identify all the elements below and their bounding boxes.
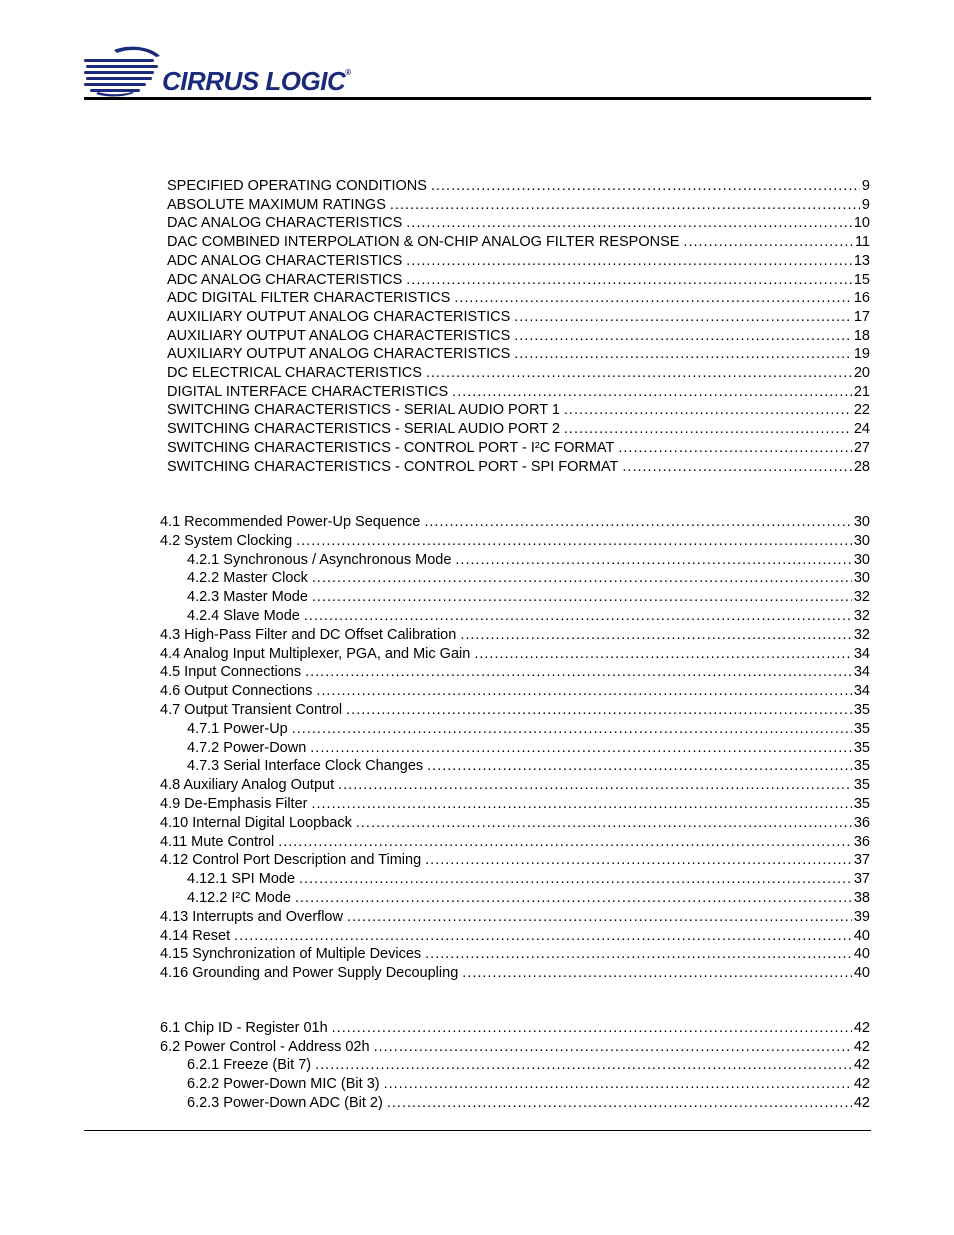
toc-entry[interactable] bbox=[167, 289, 870, 308]
toc-dot-leader bbox=[338, 776, 852, 794]
toc-entry-title: DAC ANALOG CHARACTERISTICS bbox=[167, 215, 403, 232]
toc-entry-title: 6.2.3 Power-Down ADC (Bit 2) bbox=[187, 1094, 383, 1111]
header-rule bbox=[84, 97, 871, 100]
toc-dot-leader bbox=[295, 889, 852, 907]
toc-entry[interactable] bbox=[160, 1019, 870, 1038]
toc-entry[interactable] bbox=[187, 551, 870, 570]
toc-entry-title: 6.2.1 Freeze (Bit 7) bbox=[187, 1057, 312, 1074]
toc-dot-leader bbox=[356, 814, 852, 832]
toc-entry-title: SWITCHING CHARACTERISTICS - SERIAL AUDIO PORT 1 bbox=[167, 402, 560, 419]
toc-dot-leader bbox=[292, 720, 852, 738]
toc-entry-title: 4.8 Auxiliary Analog Output bbox=[160, 777, 335, 794]
toc-entry-title: ADC ANALOG CHARACTERISTICS bbox=[167, 271, 403, 288]
toc-entry[interactable] bbox=[167, 364, 870, 383]
toc-entry-page: 38 bbox=[853, 890, 870, 906]
toc-entry-title: 4.13 Interrupts and Overflow bbox=[160, 908, 343, 925]
toc-entry[interactable] bbox=[187, 720, 870, 739]
toc-entry[interactable] bbox=[187, 870, 870, 889]
toc-entry-title: 4.11 Mute Control bbox=[160, 833, 275, 850]
toc-dot-leader bbox=[406, 271, 852, 289]
toc-dot-leader bbox=[406, 252, 852, 270]
toc-entry[interactable] bbox=[160, 513, 870, 532]
toc-entry-title: DC ELECTRICAL CHARACTERISTICS bbox=[167, 365, 422, 381]
toc-entry[interactable] bbox=[160, 795, 870, 814]
toc-entry-title: 4.5 Input Connections bbox=[160, 664, 302, 681]
toc-dot-leader bbox=[452, 383, 852, 401]
toc-entry-page: 35 bbox=[853, 796, 870, 812]
toc-dot-leader bbox=[316, 682, 852, 700]
toc-entry-page: 42 bbox=[853, 1020, 870, 1036]
toc-dot-leader bbox=[305, 663, 852, 681]
toc-entry[interactable] bbox=[167, 327, 870, 346]
toc-entry[interactable] bbox=[167, 214, 870, 233]
toc-entry-page: 13 bbox=[853, 252, 870, 269]
toc-entry-page: 32 bbox=[853, 608, 870, 624]
toc-entry-title: 4.3 High-Pass Filter and DC Offset Calibration bbox=[160, 626, 457, 643]
toc-entry[interactable] bbox=[167, 308, 870, 327]
toc-entry[interactable] bbox=[187, 1056, 870, 1075]
toc-entry-page: 28 bbox=[853, 458, 870, 475]
toc-entry-title: 4.16 Grounding and Power Supply Decoupling bbox=[160, 965, 459, 982]
toc-entry-page: 30 bbox=[853, 570, 870, 587]
footer-rule bbox=[84, 1130, 871, 1131]
toc-entry[interactable] bbox=[187, 1094, 870, 1113]
toc-dot-leader bbox=[455, 551, 851, 569]
toc-dot-leader bbox=[234, 927, 852, 945]
toc-entry-page: 37 bbox=[853, 852, 870, 869]
toc-dot-leader bbox=[311, 795, 851, 813]
toc-entry-title: AUXILIARY OUTPUT ANALOG CHARACTERISTICS bbox=[167, 308, 511, 325]
toc-dot-leader bbox=[296, 532, 852, 550]
toc-dot-leader bbox=[474, 645, 852, 663]
toc-entry-title: AUXILIARY OUTPUT ANALOG CHARACTERISTICS bbox=[167, 327, 511, 344]
toc-dot-leader bbox=[427, 757, 852, 775]
toc-entry-page: 17 bbox=[853, 308, 870, 325]
toc-entry[interactable] bbox=[160, 1038, 870, 1057]
toc-entry-title: DIGITAL INTERFACE CHARACTERISTICS bbox=[167, 383, 449, 400]
toc-entry-page: 34 bbox=[853, 645, 870, 662]
toc-dot-leader bbox=[514, 327, 852, 345]
toc-entry[interactable] bbox=[160, 814, 870, 833]
toc-dot-leader bbox=[514, 308, 852, 326]
toc-entry[interactable] bbox=[167, 196, 870, 215]
toc-entry-title: 4.7.1 Power-Up bbox=[187, 720, 288, 737]
cirrus-logic-logo bbox=[84, 46, 354, 98]
toc-dot-leader bbox=[462, 964, 852, 982]
toc-entry[interactable] bbox=[160, 682, 870, 701]
toc-entry-page: 42 bbox=[853, 1038, 870, 1055]
toc-entry-page: 34 bbox=[853, 683, 870, 700]
toc-entry-title: 4.2.3 Master Mode bbox=[187, 589, 308, 606]
toc-entry[interactable] bbox=[160, 945, 870, 964]
toc-entry-title: 4.7.2 Power-Down bbox=[187, 739, 307, 756]
toc-entry-title: 4.1 Recommended Power-Up Sequence bbox=[160, 514, 421, 530]
toc-entry[interactable] bbox=[167, 383, 870, 402]
toc-entry-page: 11 bbox=[854, 234, 870, 251]
toc-entry-title: ADC DIGITAL FILTER CHARACTERISTICS bbox=[167, 290, 451, 307]
toc-entry-title: 4.4 Analog Input Multiplexer, PGA, and Mic Gain bbox=[160, 645, 471, 662]
toc-dot-leader bbox=[346, 701, 852, 719]
toc-entry[interactable] bbox=[160, 532, 870, 551]
toc-dot-leader bbox=[424, 513, 852, 531]
toc-dot-leader bbox=[390, 196, 860, 214]
toc-dot-leader bbox=[299, 870, 852, 888]
toc-entry-page: 37 bbox=[853, 871, 870, 888]
toc-entry-page: 9 bbox=[861, 178, 870, 194]
toc-entry-title: AUXILIARY OUTPUT ANALOG CHARACTERISTICS bbox=[167, 346, 511, 363]
toc-dot-leader bbox=[460, 626, 852, 644]
toc-entry-page: 16 bbox=[853, 290, 870, 307]
toc-entry-page: 36 bbox=[853, 814, 870, 831]
toc-dot-leader bbox=[618, 439, 852, 457]
toc-entry[interactable] bbox=[167, 177, 870, 196]
toc-entry-page: 22 bbox=[853, 402, 870, 419]
toc-dot-leader bbox=[347, 908, 852, 926]
toc-entry-title: ADC ANALOG CHARACTERISTICS bbox=[167, 252, 403, 269]
toc-entry-title: SWITCHING CHARACTERISTICS - SERIAL AUDIO PORT 2 bbox=[167, 421, 560, 438]
toc-entry-title: 4.10 Internal Digital Loopback bbox=[160, 814, 352, 831]
toc-entry-title: 4.12.1 SPI Mode bbox=[187, 871, 296, 888]
toc-dot-leader bbox=[622, 458, 851, 476]
toc-entry[interactable] bbox=[167, 458, 870, 477]
toc-entry-page: 10 bbox=[853, 215, 870, 232]
toc-entry-page: 42 bbox=[853, 1076, 870, 1093]
toc-entry[interactable] bbox=[187, 757, 870, 776]
toc-entry-title: 6.2 Power Control - Address 02h bbox=[160, 1038, 370, 1055]
toc-entry-page: 36 bbox=[853, 833, 870, 850]
toc-entry[interactable] bbox=[160, 833, 870, 852]
toc-dot-leader bbox=[514, 345, 852, 363]
toc-dot-leader bbox=[315, 1056, 852, 1074]
toc-entry-page: 27 bbox=[853, 439, 870, 456]
toc-entry-title: SWITCHING CHARACTERISTICS - CONTROL PORT - I²C FORMAT bbox=[167, 439, 615, 456]
toc-entry-title: 4.6 Output Connections bbox=[160, 683, 313, 700]
toc-entry[interactable] bbox=[167, 252, 870, 271]
toc-dot-leader bbox=[431, 177, 860, 195]
toc-entry-title: 4.2.4 Slave Mode bbox=[187, 608, 300, 624]
toc-entry[interactable] bbox=[160, 964, 870, 983]
toc-entry-page: 30 bbox=[853, 532, 870, 549]
toc-entry-title: 4.12 Control Port Description and Timing bbox=[160, 852, 422, 869]
toc-dot-leader bbox=[425, 851, 852, 869]
toc-entry[interactable] bbox=[187, 607, 870, 626]
toc-entry-title: 4.7 Output Transient Control bbox=[160, 702, 343, 718]
toc-entry[interactable] bbox=[167, 439, 870, 458]
toc-entry[interactable] bbox=[167, 233, 870, 252]
toc-entry-page: 35 bbox=[853, 739, 870, 756]
toc-entry-page: 40 bbox=[853, 965, 870, 982]
toc-dot-leader bbox=[406, 214, 852, 232]
toc-entry[interactable] bbox=[160, 645, 870, 664]
toc-entry-page: 21 bbox=[853, 383, 870, 400]
toc-entry-page: 30 bbox=[853, 514, 870, 530]
toc-entry-page: 30 bbox=[853, 551, 870, 568]
toc-entry[interactable] bbox=[187, 1075, 870, 1094]
toc-dot-leader bbox=[310, 739, 852, 757]
toc-entry-title: 4.14 Reset bbox=[160, 927, 231, 944]
toc-entry[interactable] bbox=[160, 626, 870, 645]
toc-entry-page: 24 bbox=[853, 421, 870, 438]
toc-dot-leader bbox=[312, 569, 852, 587]
toc-entry-page: 42 bbox=[853, 1057, 870, 1074]
toc-entry-page: 35 bbox=[853, 720, 870, 737]
toc-entry-page: 35 bbox=[853, 702, 870, 718]
toc-entry-page: 32 bbox=[853, 626, 870, 643]
toc-dot-leader bbox=[278, 833, 852, 851]
toc-entry-title: 4.2.2 Master Clock bbox=[187, 570, 308, 587]
toc-entry-title: 4.9 De-Emphasis Filter bbox=[160, 796, 308, 812]
toc-entry[interactable] bbox=[160, 776, 870, 795]
toc-dot-leader bbox=[304, 607, 852, 625]
toc-entry-page: 39 bbox=[853, 908, 870, 925]
toc-entry-page: 34 bbox=[853, 664, 870, 681]
toc-entry-page: 35 bbox=[853, 777, 870, 794]
toc-dot-leader bbox=[374, 1038, 852, 1056]
toc-entry-page: 18 bbox=[853, 327, 870, 344]
toc-entry-page: 40 bbox=[853, 946, 870, 963]
toc-entry-title: ABSOLUTE MAXIMUM RATINGS bbox=[167, 196, 386, 213]
company-name: CIRRUS LOGIC® bbox=[162, 66, 351, 96]
toc-dot-leader bbox=[425, 945, 852, 963]
toc-dot-leader bbox=[384, 1075, 852, 1093]
toc-entry-page: 20 bbox=[853, 365, 870, 381]
toc-entry[interactable] bbox=[160, 701, 870, 720]
toc-entry-page: 32 bbox=[853, 589, 870, 606]
toc-entry-page: 42 bbox=[853, 1094, 870, 1111]
toc-dot-leader bbox=[564, 420, 852, 438]
toc-entry-title: SWITCHING CHARACTERISTICS - CONTROL PORT - SPI FORMAT bbox=[167, 458, 619, 475]
toc-entry[interactable] bbox=[187, 739, 870, 758]
toc-dot-leader bbox=[312, 588, 852, 606]
toc-entry-page: 9 bbox=[861, 196, 870, 213]
toc-entry[interactable] bbox=[167, 271, 870, 290]
toc-entry-title: DAC COMBINED INTERPOLATION & ON-CHIP ANALOG FILTER RESPONSE bbox=[167, 234, 680, 251]
logo-swoosh-icon bbox=[84, 46, 164, 98]
toc-entry[interactable] bbox=[160, 908, 870, 927]
toc-entry-title: 4.7.3 Serial Interface Clock Changes bbox=[187, 758, 424, 775]
toc-entry-title: SPECIFIED OPERATING CONDITIONS bbox=[167, 178, 427, 194]
toc-entry-title: 4.2 System Clocking bbox=[160, 532, 293, 549]
toc-entry[interactable] bbox=[167, 345, 870, 364]
toc-entry[interactable] bbox=[160, 927, 870, 946]
toc-dot-leader bbox=[426, 364, 852, 382]
toc-entry[interactable] bbox=[160, 851, 870, 870]
toc-entry-title: 6.2.2 Power-Down MIC (Bit 3) bbox=[187, 1076, 380, 1093]
toc-dot-leader bbox=[564, 401, 852, 419]
toc-dot-leader bbox=[683, 233, 853, 251]
toc-entry-title: 6.1 Chip ID - Register 01h bbox=[160, 1020, 328, 1036]
toc-entry[interactable] bbox=[187, 569, 870, 588]
toc-entry-title: 4.15 Synchronization of Multiple Devices bbox=[160, 946, 422, 963]
toc-entry-page: 19 bbox=[853, 346, 870, 363]
toc-dot-leader bbox=[332, 1019, 852, 1037]
toc-entry-title: 4.2.1 Synchronous / Asynchronous Mode bbox=[187, 551, 452, 568]
toc-entry-title: 4.12.2 I²C Mode bbox=[187, 890, 291, 906]
toc-entry[interactable] bbox=[167, 420, 870, 439]
toc-entry[interactable] bbox=[187, 889, 870, 908]
toc-dot-leader bbox=[454, 289, 852, 307]
toc-entry[interactable] bbox=[187, 588, 870, 607]
toc-entry-page: 15 bbox=[853, 271, 870, 288]
toc-dot-leader bbox=[387, 1094, 852, 1112]
toc-entry[interactable] bbox=[167, 401, 870, 420]
toc-entry[interactable] bbox=[160, 663, 870, 682]
toc-entry-page: 35 bbox=[853, 758, 870, 775]
toc-entry-page: 40 bbox=[853, 927, 870, 944]
